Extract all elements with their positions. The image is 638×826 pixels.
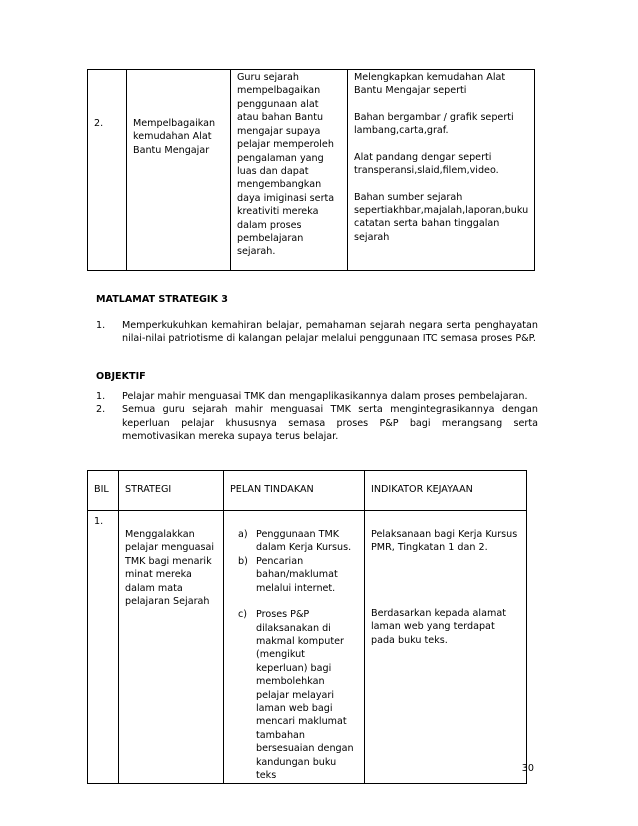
indikator-para-3: Alat pandang dengar seperti transperansi,slaid,filem,video. (354, 151, 499, 177)
table-strategy (87, 470, 527, 784)
list-item (96, 403, 538, 443)
pelan-cell (231, 70, 348, 271)
pelan-list (230, 528, 358, 783)
indikator-para-2: Berdasarkan kepada alamat laman web yang terdapat pada buku teks. (371, 607, 506, 646)
indikator-cell (348, 70, 535, 271)
bil-cell (88, 511, 119, 784)
strategi-cell (127, 70, 231, 271)
list-text: Pencarian bahan/maklumat melalui internet. (256, 555, 338, 594)
list-text: Penggunaan TMK dalam Kerja Kursus. (256, 529, 352, 554)
bil-value: 1. (94, 516, 104, 527)
bil-value: 2. (94, 118, 104, 129)
table-header-row (88, 471, 527, 511)
list-label: a) (238, 529, 248, 540)
list-label: b) (238, 555, 248, 567)
list-text: Semua guru sejarah mahir menguasai TMK serta mengintegrasikannya dengan keperluan pelajar khususnya semasa proses P&P bagi merangsang serta memotivasikan mereka supaya terus belajar. (122, 404, 538, 443)
header-strategi: STRATEGI (119, 471, 224, 511)
list-label: c) (238, 609, 248, 621)
pelan-cell (224, 511, 365, 784)
table-row (88, 511, 527, 784)
indikator-para-4: Bahan sumber sejarah sepertiakhbar,majalah,laporan,buku catatan serta bahan tinggalan sejarah (354, 191, 529, 243)
strategi-text: Menggalakkan pelajar menguasai TMK bagi menarik minat mereka dalam mata pelajaran Sejarah (125, 529, 214, 608)
list-item (230, 608, 358, 782)
list-text: Proses P&P dilaksanakan di makmal komputer (mengikut keperluan) bagi membolehkan pelajar melayari laman web bagi mencari maklumat tambahan bersesuaian dengan kandungan buku teks (256, 609, 354, 782)
strategi-cell (119, 511, 224, 784)
indikator-para-1: Pelaksanaan bagi Kerja Kursus PMR, Tingkatan 1 dan 2. (371, 529, 518, 554)
pelan-text: Guru sejarah mempelbagaikan penggunaan alat atau bahan Bantu mengajar supaya pelajar memperoleh pengalaman yang luas dan dapat mengembangkan daya imiginasi serta kreativiti mereka dalam proses pembelajaran sejarah. (237, 72, 335, 258)
indikator-para-1: Melengkapkan kemudahan Alat Bantu Mengajar seperti (354, 72, 506, 97)
table-strategy-continued (87, 69, 535, 271)
indikator-cell (365, 511, 527, 784)
header-bil: BIL (88, 471, 119, 511)
matlamat-list (96, 319, 538, 346)
list-number: 1. (96, 391, 106, 402)
matlamat-heading: MATLAMAT STRATEGIK 3 (96, 294, 228, 305)
page-number: 30 (521, 763, 534, 774)
list-number: 1. (96, 320, 106, 331)
list-item (230, 555, 358, 595)
objektif-heading: OBJEKTIF (96, 371, 146, 382)
list-text: Memperkukuhkan kemahiran belajar, pemahaman sejarah negara serta penghayatan nilai-nilai patriotisme di kalangan pelajar melalui penggunaan ITC semasa proses P&P. (122, 320, 538, 345)
objektif-list (96, 390, 538, 444)
indikator-para-2: Bahan bergambar / grafik seperti lambang,carta,graf. (354, 111, 514, 137)
list-text: Pelajar mahir menguasai TMK dan mengaplikasikannya dalam proses pembelajaran. (122, 391, 528, 402)
header-indikator: INDIKATOR KEJAYAAN (365, 471, 527, 511)
table-row (88, 70, 535, 271)
list-item (96, 319, 538, 346)
list-number: 2. (96, 404, 106, 416)
list-item (230, 528, 358, 555)
strategi-text: Mempelbagaikan kemudahan Alat Bantu Mengajar (133, 118, 216, 156)
bil-cell (88, 70, 127, 271)
header-pelan: PELAN TINDAKAN (224, 471, 365, 511)
list-item (96, 390, 538, 403)
